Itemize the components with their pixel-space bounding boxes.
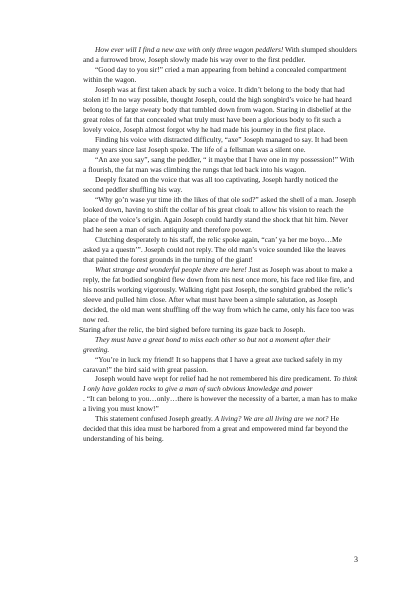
paragraph-1-italic-thought: How ever will I find a new axe with only three wagon peddlers! [95, 45, 284, 54]
paragraph-4: Finding his voice with distracted difficulty, “axe” Joseph managed to say. It had been many years since last Joseph spoke. The life of a fellsman was a silent one. [83, 134, 348, 154]
paragraph-3: Joseph was at first taken aback by such a voice. It didn’t belong to the body that had stolen it! In no way possible, thought Joseph, could the high songbird’s voice he had heard belong to the large sweaty body that tumbled down from wagon. Staring in disbelief at the great roles of fat that concealed what truly must have been a glorious body to fit such a lovely voice, Joseph almost forgot why he had made his journey in the first place. [83, 84, 352, 134]
paragraph-9-text: Just as Joseph was about to make a reply, the fat bodied songbird flew down from his nest once more, his face red like fire, and his nostrils working vigorously. Walking right past Joseph, the songbird grabbed the relic’s sleeve and pulled him close. After what must have been a simple salutation, as Joseph decided, the old man went shuffling off the way from which he came, only his face too was now red. [83, 264, 355, 324]
paragraph-15-italic-thought: A living? We are all living are we not? [212, 414, 329, 424]
paragraph-13-text: Joseph would have wept for relief had he not remembered his dire predicament. [95, 374, 332, 384]
paragraph-1 [83, 45, 358, 65]
paragraph-15-text: This statement confused Joseph greatly. [95, 414, 213, 424]
paragraph-12: “You’re in luck my friend! It so happens that I have a great axe tucked safely in my caravan!” the bird said with great passion. [83, 354, 343, 374]
paragraph-14: . “It can belong to you…only…there is however the necessity of a barter, a man has to make a living you must know!” [83, 394, 358, 414]
paragraph-13 [83, 374, 358, 394]
paragraph-13-italic-thought: To think I only have golden rocks to give a man of such obvious knowledge and power [83, 374, 358, 394]
page-body-text [79, 45, 358, 444]
paragraph-9-italic-thought: What strange and wonderful people there are here! [95, 264, 247, 274]
paragraph-7: “Why go’n wase yur time ith the likes of that ole sod?” asked the shell of a man. Joseph looked down, having to shift the collar of his great cloak to allow his vision to reach the place of the voice’s origin. Again Joseph could hardly stand the shock that hit him. Never had he seen a man of such antiquity and therefore power. [83, 194, 356, 234]
paragraph-15-text-after: He decided that this idea must be harbored from a great and empowered mind far beyond the understanding of his being. [83, 414, 348, 444]
paragraph-10: Staring after the relic, the bird sighed before turning its gaze back to Joseph. [79, 324, 306, 334]
page-number: 3 [354, 555, 358, 564]
paragraph-15 [83, 414, 358, 444]
paragraph-5: “An axe you say”, sang the peddler, “ it maybe that I have one in my possession!” With a flourish, the fat man was climbing the rungs that led back into his wagon. [83, 154, 355, 174]
paragraph-8: Clutching desperately to his staff, the relic spoke again, “can’ ya her me boyo…Me asked ya a questn’”. Joseph could not reply. The old man’s voice sounded like the leaves that painted the forest grounds in the turning of the giant! [83, 234, 346, 264]
paragraph-6: Deeply fixated on the voice that was all too captivating, Joseph hardly noticed the second peddler shuffling his way. [83, 174, 338, 194]
paragraph-2: “Good day to you sir!” cried a man appearing from behind a concealed compartment within the wagon. [83, 64, 347, 84]
paragraph-11: They must have a great bond to miss each other so but not a moment after their greeting. [83, 334, 331, 354]
paragraph-1-text: With slumped shoulders and a furrowed brow, Joseph slowly made his way over to the first peddler. [83, 45, 357, 64]
paragraph-9 [83, 265, 358, 325]
